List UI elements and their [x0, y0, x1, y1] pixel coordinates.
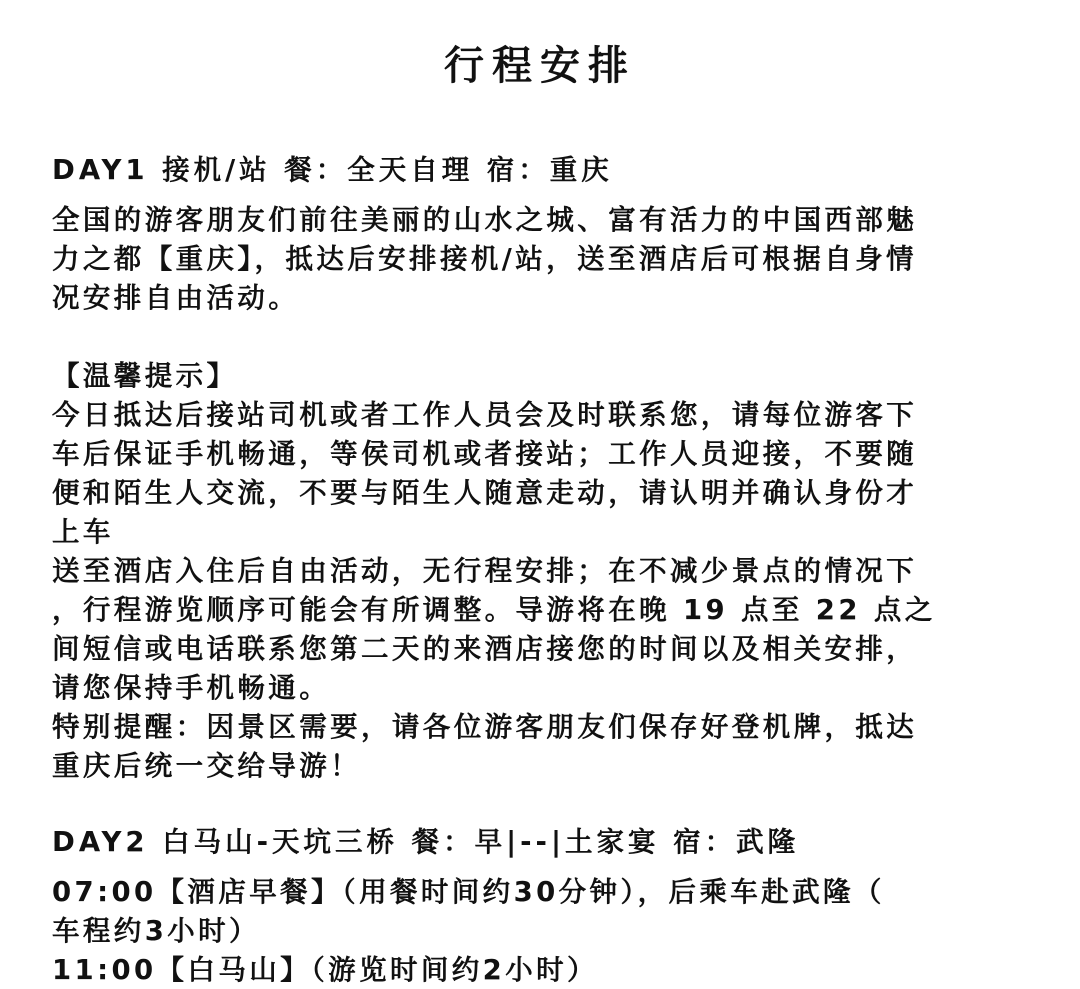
day1-tip-line: 请您保持手机畅通。 [52, 672, 331, 704]
day1-tip-line: ，行程游览顺序可能会有所调整。导游将在晚 19 点至 22 点之 [52, 594, 936, 626]
day1-tip-line: 特别提醒：因景区需要，请各位游客朋友们保存好登机牌，抵达 [52, 711, 918, 743]
day2-line: 07:00【酒店早餐】（用餐时间约30分钟），后乘车赴武隆（ [52, 876, 885, 908]
day1-intro-line: 况安排自由活动。 [52, 282, 300, 314]
day1-header: DAY1 接机/站 餐：全天自理 宿：重庆 [52, 154, 613, 186]
day2-header: DAY2 白马山-天坑三桥 餐：早|--|土家宴 宿：武隆 [52, 826, 800, 858]
day1-tip-line: 送至酒店入住后自由活动，无行程安排；在不减少景点的情况下 [52, 555, 918, 587]
day1-intro-line: 全国的游客朋友们前往美丽的山水之城、富有活力的中国西部魅 [52, 204, 918, 236]
day2-line: 11:00【白马山】（游览时间约2小时） [52, 954, 598, 986]
day1-tip-line: 间短信或电话联系您第二天的来酒店接您的时间以及相关安排， [52, 633, 918, 665]
day2-line: 车程约3小时） [52, 915, 260, 947]
day1-tip-line: 上车 [52, 516, 114, 548]
day1-tip-line: 便和陌生人交流，不要与陌生人随意走动，请认明并确认身份才 [52, 477, 918, 509]
day1-tip-line: 今日抵达后接站司机或者工作人员会及时联系您，请每位游客下 [52, 399, 918, 431]
day1-intro-line: 力之都【重庆】，抵达后安排接机/站，送至酒店后可根据自身情 [52, 243, 917, 275]
page-title: 行程安排 [444, 43, 636, 89]
day1-tip-line: 重庆后统一交给导游！ [52, 750, 361, 782]
day1-tip-line: 车后保证手机畅通，等侯司机或者接站；工作人员迎接，不要随 [52, 438, 918, 470]
day1-tips-title: 【温馨提示】 [52, 360, 238, 392]
